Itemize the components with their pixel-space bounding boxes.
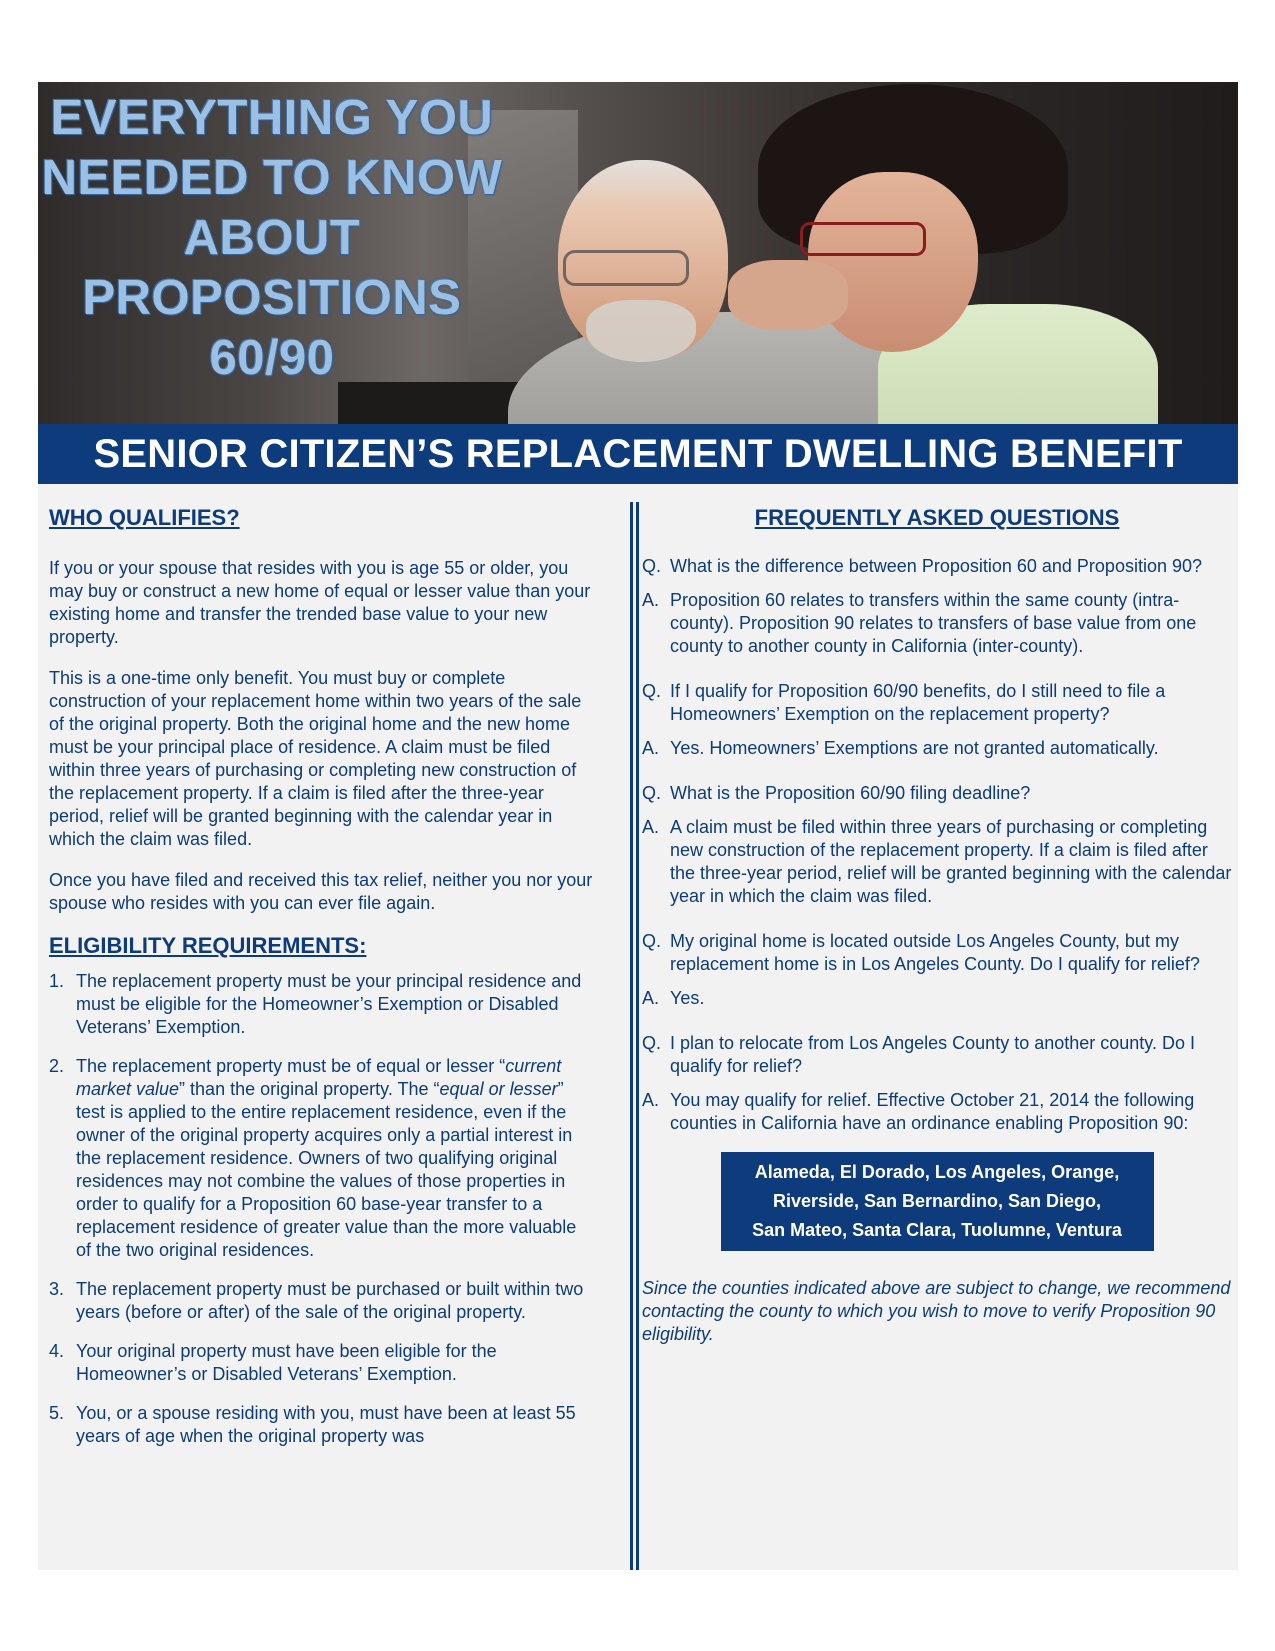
column-divider bbox=[630, 502, 633, 1570]
faq-question: Q. What is the Proposition 60/90 filing deadline? bbox=[642, 783, 1031, 803]
list-item: 2. The replacement property must be of equal or lesser “current market value” than the original property. The “equal or lesser” test is applied to the entire replacement residence, even if the owner of the original property acquires only a partial interest in the replacement residence. Owners of two qualifying original residences may not combine the values of those properties in order to qualify for a Proposition 60 base-year transfer to a replacement residence of greater value than the more valuable of the two original residences. bbox=[49, 1056, 577, 1260]
list-item: 3. The replacement property must be purchased or built within two years (before or after) of the sale of the original property. bbox=[49, 1279, 584, 1322]
requirements-list bbox=[49, 970, 594, 1448]
faq-answer: A. Proposition 60 relates to transfers within the same county (intra-county). Proposition 90 relates to transfers of base value from one county to another county in California (inter-county). bbox=[642, 590, 1197, 656]
faq-answer: A. Yes. Homeowners’ Exemptions are not granted automatically. bbox=[642, 738, 1159, 758]
faq-heading: FREQUENTLY ASKED QUESTIONS bbox=[754, 505, 1120, 530]
faq-answer: A. Yes. bbox=[642, 988, 705, 1008]
county-line: San Mateo, Santa Clara, Tuolumne, Ventura bbox=[752, 1220, 1122, 1240]
county-line: Alameda, El Dorado, Los Angeles, Orange, bbox=[754, 1162, 1120, 1182]
list-item: 4. Your original property must have been eligible for the Homeowner’s or Disabled Veterans’ Exemption. bbox=[49, 1341, 497, 1384]
faq-question: Q. I plan to relocate from Los Angeles County to another county. Do I qualify for relief? bbox=[642, 1033, 1195, 1076]
hero-photo bbox=[38, 82, 1238, 424]
faq-question: Q. My original home is located outside Los Angeles County, but my replacement home is in Los Angeles County. Do I qualify for relief? bbox=[642, 931, 1200, 974]
column-divider bbox=[636, 502, 639, 1570]
left-column bbox=[49, 504, 594, 1448]
faq-question: Q. If I qualify for Proposition 60/90 benefits, do I still need to file a Homeowners’ Exemption on the replacement property? bbox=[642, 681, 1166, 724]
faq-answer: A. You may qualify for relief. Effective October 21, 2014 the following counties in California have an ordinance enabling Proposition 90: bbox=[642, 1090, 1195, 1133]
document-page bbox=[38, 82, 1238, 1570]
list-item: 1. The replacement property must be your principal residence and must be eligible for the Homeowner’s Exemption or Disabled Veterans’ Exemption. bbox=[49, 971, 582, 1037]
who-paragraph: If you or your spouse that resides with you is age 55 or older, you may buy or construct a new home of equal or lesser value than your existing home and transfer the trended base value to your new property. bbox=[49, 558, 591, 647]
eligibility-note: Since the counties indicated above are subject to change, we recommend contacting the county to which you wish to move to verify Proposition 90 eligibility. bbox=[642, 1278, 1231, 1344]
hero-title: EVERYTHING YOU NEEDED TO KNOW ABOUT PROPOSITIONS 60/90 bbox=[41, 91, 503, 385]
banner-title: SENIOR CITIZEN’S REPLACEMENT DWELLING BENEFIT bbox=[93, 432, 1183, 476]
eligibility-heading: ELIGIBILITY REQUIREMENTS: bbox=[49, 933, 367, 958]
who-paragraph: This is a one-time only benefit. You must buy or complete construction of your replacement home within two years of the sale of the original property. Both the original home and the new home must be your principal place of residence. A claim must be filed within three years of purchasing or completing new construction of the replacement property. If a claim is filed after the three-year period, relief will be granted beginning with the calendar year in which the claim was filed. bbox=[49, 668, 582, 849]
faq-question: Q. What is the difference between Proposition 60 and Proposition 90? bbox=[642, 556, 1203, 576]
counties-box bbox=[721, 1152, 1154, 1251]
faq-answer: A. A claim must be filed within three years of purchasing or completing new construction of the replacement property. If a claim is filed after the three-year period, relief will be granted beginning with the calendar year in which the claim was filed. bbox=[642, 817, 1232, 906]
county-line: Riverside, San Bernardino, San Diego, bbox=[772, 1191, 1102, 1211]
who-qualifies-heading: WHO QUALIFIES? bbox=[49, 505, 240, 530]
who-paragraph: Once you have filed and received this tax relief, neither you nor your spouse who resides with you can ever file again. bbox=[49, 870, 593, 913]
title-banner bbox=[38, 424, 1238, 484]
list-item: 5. You, or a spouse residing with you, must have been at least 55 years of age when the original property was bbox=[49, 1403, 576, 1446]
right-column bbox=[642, 504, 1232, 1346]
